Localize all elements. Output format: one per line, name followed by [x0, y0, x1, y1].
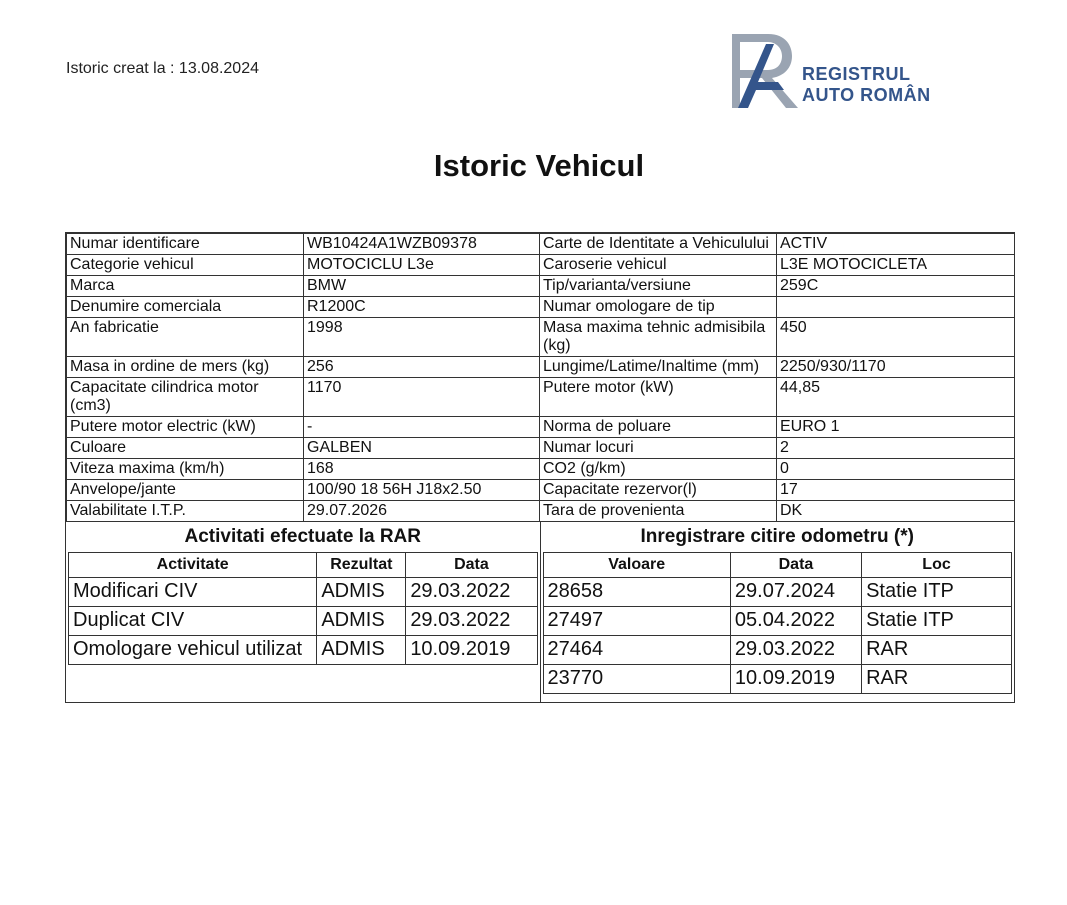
field-value: 1170: [304, 378, 540, 417]
table-cell: ADMIS: [317, 636, 406, 665]
table-cell: Statie ITP: [862, 607, 1012, 636]
field-value: 2: [777, 438, 1015, 459]
rar-logo: [728, 30, 958, 112]
info-row: [67, 297, 1015, 318]
info-row: [67, 459, 1015, 480]
table-cell: 23770: [543, 665, 730, 694]
field-label: Tip/varianta/versiune: [540, 276, 777, 297]
field-value: 1998: [304, 318, 540, 357]
vehicle-history-table: [65, 232, 1015, 703]
logo-line-1: REGISTRUL: [802, 64, 911, 84]
field-label: Numar locuri: [540, 438, 777, 459]
odometer-header-data: Data: [730, 553, 861, 578]
odometer-row: [543, 636, 1012, 665]
rar-logo-icon: [728, 30, 808, 112]
field-label: Culoare: [67, 438, 304, 459]
field-value: 450: [777, 318, 1015, 357]
activity-row: [69, 636, 538, 665]
table-cell: 29.03.2022: [406, 578, 537, 607]
odometer-title: Inregistrare citire odometru (*): [640, 526, 914, 547]
field-value: MOTOCICLU L3e: [304, 255, 540, 276]
field-label: Norma de poluare: [540, 417, 777, 438]
activities-section: [66, 522, 541, 702]
field-value: BMW: [304, 276, 540, 297]
history-sections: [66, 522, 1014, 702]
info-row: [67, 438, 1015, 459]
table-cell: 29.03.2022: [406, 607, 537, 636]
field-value: 168: [304, 459, 540, 480]
field-value: 259C: [777, 276, 1015, 297]
activities-table: [68, 552, 538, 665]
odometer-row: [543, 578, 1012, 607]
field-label: Viteza maxima (km/h): [67, 459, 304, 480]
field-value: 17: [777, 480, 1015, 501]
table-cell: 10.09.2019: [406, 636, 537, 665]
odometer-header-loc: Loc: [862, 553, 1012, 578]
field-label: Masa in ordine de mers (kg): [67, 357, 304, 378]
field-value: 100/90 18 56H J18x2.50: [304, 480, 540, 501]
odometer-row: [543, 607, 1012, 636]
field-value: WB10424A1WZB09378: [304, 234, 540, 255]
activities-header-rezultat: Rezultat: [317, 553, 406, 578]
field-label: Tara de provenienta: [540, 501, 777, 522]
odometer-table: [543, 552, 1013, 694]
field-label: Valabilitate I.T.P.: [67, 501, 304, 522]
table-cell: 05.04.2022: [730, 607, 861, 636]
info-row: [67, 234, 1015, 255]
table-cell: 27497: [543, 607, 730, 636]
field-value: 0: [777, 459, 1015, 480]
info-row: [67, 480, 1015, 501]
field-label: Masa maxima tehnic admisibila (kg): [540, 318, 777, 357]
table-cell: ADMIS: [317, 607, 406, 636]
activities-header-data: Data: [406, 553, 537, 578]
field-label: Putere motor electric (kW): [67, 417, 304, 438]
info-row: [67, 255, 1015, 276]
field-label: Putere motor (kW): [540, 378, 777, 417]
field-label: Carte de Identitate a Vehiculului: [540, 234, 777, 255]
field-label: Numar omologare de tip: [540, 297, 777, 318]
field-label: Marca: [67, 276, 304, 297]
table-cell: 29.03.2022: [730, 636, 861, 665]
table-cell: Omologare vehicul utilizat: [69, 636, 317, 665]
field-value: L3E MOTOCICLETA: [777, 255, 1015, 276]
table-cell: 10.09.2019: [730, 665, 861, 694]
field-value: 29.07.2026: [304, 501, 540, 522]
activity-row: [69, 607, 538, 636]
vehicle-info-table: [66, 233, 1015, 522]
field-label: Numar identificare: [67, 234, 304, 255]
rar-logo-text: [802, 64, 931, 106]
field-value: 44,85: [777, 378, 1015, 417]
activities-title: Activitati efectuate la RAR: [184, 526, 421, 547]
field-value: -: [304, 417, 540, 438]
field-value: R1200C: [304, 297, 540, 318]
field-label: Denumire comerciala: [67, 297, 304, 318]
history-created-date: Istoric creat la : 13.08.2024: [66, 60, 259, 77]
field-value: GALBEN: [304, 438, 540, 459]
field-label: Lungime/Latime/Inaltime (mm): [540, 357, 777, 378]
logo-line-2: AUTO ROMÂN: [802, 85, 931, 105]
table-cell: 27464: [543, 636, 730, 665]
odometer-row: [543, 665, 1012, 694]
field-value: [777, 297, 1015, 318]
activities-header-activitate: Activitate: [69, 553, 317, 578]
info-row: [67, 417, 1015, 438]
field-label: Anvelope/jante: [67, 480, 304, 501]
info-row: [67, 318, 1015, 357]
field-value: EURO 1: [777, 417, 1015, 438]
field-label: Categorie vehicul: [67, 255, 304, 276]
table-cell: Duplicat CIV: [69, 607, 317, 636]
field-label: An fabricatie: [67, 318, 304, 357]
table-cell: Modificari CIV: [69, 578, 317, 607]
table-cell: RAR: [862, 636, 1012, 665]
info-row: [67, 501, 1015, 522]
info-row: [67, 378, 1015, 417]
info-row: [67, 276, 1015, 297]
field-label: CO2 (g/km): [540, 459, 777, 480]
field-value: 256: [304, 357, 540, 378]
field-label: Caroserie vehicul: [540, 255, 777, 276]
field-label: Capacitate cilindrica motor (cm3): [67, 378, 304, 417]
field-value: 2250/930/1170: [777, 357, 1015, 378]
field-value: DK: [777, 501, 1015, 522]
table-cell: ADMIS: [317, 578, 406, 607]
info-row: [67, 357, 1015, 378]
table-cell: 28658: [543, 578, 730, 607]
table-cell: RAR: [862, 665, 1012, 694]
table-cell: 29.07.2024: [730, 578, 861, 607]
field-value: ACTIV: [777, 234, 1015, 255]
field-label: Capacitate rezervor(l): [540, 480, 777, 501]
activity-row: [69, 578, 538, 607]
page-title: Istoric Vehicul: [433, 148, 645, 183]
table-cell: Statie ITP: [862, 578, 1012, 607]
odometer-header-valoare: Valoare: [543, 553, 730, 578]
odometer-section: [541, 522, 1015, 702]
